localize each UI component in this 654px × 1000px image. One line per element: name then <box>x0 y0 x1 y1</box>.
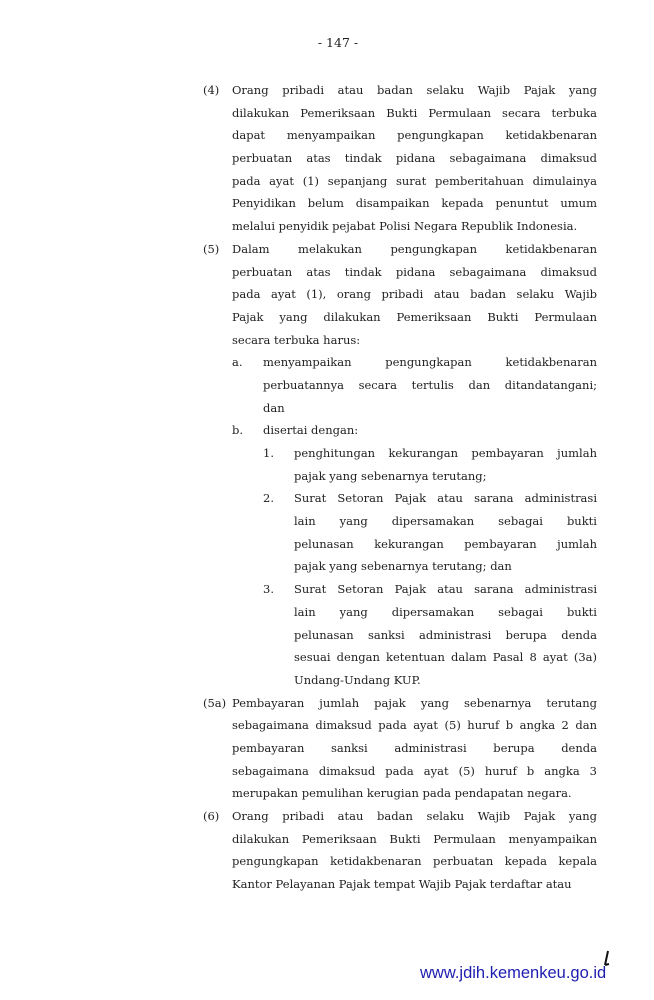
text-line: perbuatannya secara tertulis dan ditandatangani; <box>263 377 597 392</box>
text-line: dilakukan Pemeriksaan Bukti Permulaan menyampaikan <box>232 831 597 846</box>
text-line: Undang-Undang KUP. <box>294 672 421 687</box>
number-subitem <box>0 442 654 487</box>
item-label: 1. <box>263 446 274 460</box>
text-line: sebagaimana dimaksud pada ayat (5) huruf b angka 3 <box>232 763 597 778</box>
item-label: a. <box>232 355 243 370</box>
item-label: 2. <box>263 491 274 506</box>
number-subitem <box>0 487 654 578</box>
text-line: Pajak yang dilakukan Pemeriksaan Bukti Permulaan <box>232 309 597 324</box>
text-line: dan <box>263 400 285 415</box>
text-line: Surat Setoran Pajak atau sarana administrasi <box>294 491 597 506</box>
text-line: Orang pribadi atau badan selaku Wajib Pajak yang <box>232 809 597 823</box>
number-subitem <box>0 578 654 691</box>
text-line: Orang pribadi atau badan selaku Wajib Pajak yang <box>232 83 597 97</box>
text-line: lain yang dipersamakan sebagai bukti <box>294 604 597 619</box>
text-line: Pembayaran jumlah pajak yang sebenarnya terutang <box>232 695 597 710</box>
letter-subitem <box>0 419 654 442</box>
text-line: dilakukan Pemeriksaan Bukti Permulaan secara terbuka <box>232 105 597 120</box>
text-line: pada ayat (1) sepanjang surat pemberitahuan dimulainya <box>232 173 597 188</box>
text-line: Penyidikan belum disampaikan kepada penuntut umum <box>232 196 597 211</box>
text-line: pembayaran sanksi administrasi berupa denda <box>232 740 597 755</box>
item-label: 3. <box>263 582 274 597</box>
letter-subitem <box>0 351 654 419</box>
paragraph-item <box>0 238 654 351</box>
text-line: sebagaimana dimaksud pada ayat (5) huruf b angka 2 dan <box>232 718 597 733</box>
website-link[interactable]: www.jdih.kemenkeu.go.id <box>420 964 607 982</box>
item-label: (4) <box>203 83 220 97</box>
text-line: pelunasan sanksi administrasi berupa denda <box>294 627 597 642</box>
document-body <box>0 79 654 896</box>
text-line: menyampaikan pengungkapan ketidakbenaran <box>263 355 597 370</box>
paragraph-item <box>0 79 654 238</box>
text-line: merupakan pemulihan kerugian pada pendapatan negara. <box>232 786 572 801</box>
text-line: secara terbuka harus: <box>232 332 361 347</box>
item-label: (6) <box>203 809 220 823</box>
text-line: Surat Setoran Pajak atau sarana administrasi <box>294 582 597 597</box>
text-line: penghitungan kekurangan pembayaran jumlah <box>294 446 597 460</box>
text-line: pajak yang sebenarnya terutang; <box>294 468 487 483</box>
text-line: pengungkapan ketidakbenaran perbuatan kepada kepala <box>232 854 597 869</box>
text-line: lain yang dipersamakan sebagai bukti <box>294 514 597 529</box>
text-line: pelunasan kekurangan pembayaran jumlah <box>294 536 597 551</box>
page-number: - 147 - <box>317 35 359 50</box>
text-line: Kantor Pelayanan Pajak tempat Wajib Pajak terdaftar atau <box>232 877 572 892</box>
text-line: pada ayat (1), orang pribadi atau badan selaku Wajib <box>232 287 597 302</box>
paragraph-item <box>0 692 654 805</box>
text-line: dapat menyampaikan pengungkapan ketidakbenaran <box>232 128 597 143</box>
text-line: perbuatan atas tindak pidana sebagaimana dimaksud <box>232 151 597 166</box>
text-line: disertai dengan: <box>263 423 359 438</box>
item-label: (5a) <box>203 695 227 710</box>
text-line: melalui penyidik pejabat Polisi Negara Republik Indonesia. <box>232 219 578 234</box>
text-line: pajak yang sebenarnya terutang; dan <box>294 559 512 574</box>
text-line: sesuai dengan ketentuan dalam Pasal 8 ayat (3a) <box>294 650 597 665</box>
item-label: (5) <box>203 241 220 256</box>
paragraph-item <box>0 805 654 896</box>
text-line: Dalam melakukan pengungkapan ketidakbenaran <box>232 241 597 256</box>
text-line: perbuatan atas tindak pidana sebagaimana dimaksud <box>232 264 597 279</box>
item-label: b. <box>232 423 244 438</box>
